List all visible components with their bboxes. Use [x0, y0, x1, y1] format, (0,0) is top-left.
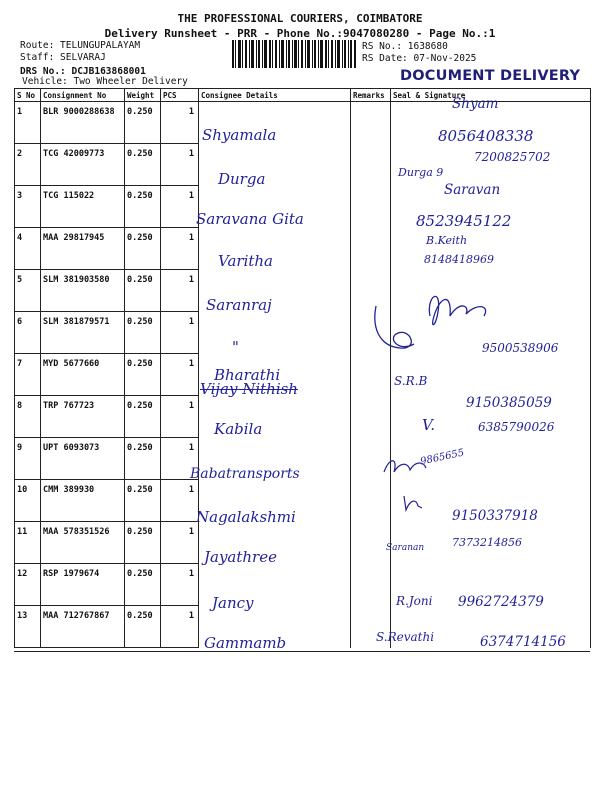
handwritten-name: Bharathi	[214, 366, 281, 384]
weight-cell: 0.250	[125, 186, 161, 228]
weight-cell: 0.250	[125, 564, 161, 606]
consignment-number: TRP 767723	[41, 396, 125, 438]
pcs-cell: 1	[161, 270, 199, 312]
rs-date: RS Date: 07-Nov-2025	[362, 53, 477, 64]
route-label: Route: TELUNGUPALAYAM	[20, 40, 141, 51]
col-weight: Weight	[125, 89, 161, 102]
sno-cell: 1	[15, 102, 41, 144]
consignment-number: TCG 42009773	[41, 144, 125, 186]
consignment-number: SLM 381903580	[41, 270, 125, 312]
handwritten-phone: 9500538906	[482, 341, 559, 355]
handwritten-phone: 6374714156	[480, 634, 566, 650]
pcs-cell: 1	[161, 354, 199, 396]
sno-cell: 8	[15, 396, 41, 438]
remarks-cell	[351, 354, 391, 396]
handwritten-signature: Shyam	[452, 96, 499, 112]
company-title: THE PROFESSIONAL COURIERS, COIMBATORE	[177, 12, 423, 25]
handwritten-name: Nagalakshmi	[196, 508, 296, 526]
col-consignment: Consignment No	[41, 89, 125, 102]
weight-cell: 0.250	[125, 606, 161, 648]
handwritten-name: Varitha	[218, 252, 273, 270]
remarks-cell	[351, 228, 391, 270]
handwritten-phone: 9150337918	[452, 508, 538, 524]
table-header-row	[15, 89, 591, 102]
rs-number: RS No.: 1638680	[362, 41, 448, 52]
handwritten-name: Vijay Nithish	[200, 380, 298, 398]
pcs-cell: 1	[161, 144, 199, 186]
sno-cell: 13	[15, 606, 41, 648]
consignment-number: CMM 389930	[41, 480, 125, 522]
pcs-cell: 1	[161, 438, 199, 480]
sno-cell: 12	[15, 564, 41, 606]
handwritten-signature: V.	[422, 416, 435, 434]
vehicle-label: Vehicle: Two Wheeler Delivery	[22, 76, 188, 87]
handwritten-phone: 9962724379	[458, 594, 544, 610]
handwritten-signature: S.R.B	[394, 374, 428, 388]
consignment-number: MAA 712767867	[41, 606, 125, 648]
pcs-cell: 1	[161, 480, 199, 522]
handwritten-phone: 8148418969	[424, 253, 494, 266]
pcs-cell: 1	[161, 186, 199, 228]
pcs-cell: 1	[161, 606, 199, 648]
weight-cell: 0.250	[125, 396, 161, 438]
weight-cell: 0.250	[125, 270, 161, 312]
remarks-cell	[351, 564, 391, 606]
pcs-cell: 1	[161, 102, 199, 144]
weight-cell: 0.250	[125, 312, 161, 354]
handwritten-name: Durga	[218, 170, 266, 188]
table-row	[15, 438, 591, 480]
consignment-number: MYD 5677660	[41, 354, 125, 396]
remarks-cell	[351, 186, 391, 228]
handwritten-name: Jayathree	[204, 548, 277, 566]
handwritten-signature: Saranan	[386, 543, 425, 553]
handwritten-signature: R.Joni	[396, 594, 433, 608]
staff-label: Staff: SELVARAJ	[20, 52, 106, 63]
consignment-number: MAA 578351526	[41, 522, 125, 564]
sno-cell: 2	[15, 144, 41, 186]
handwritten-phone: 8056408338	[438, 127, 534, 145]
col-pcs: PCS	[161, 89, 199, 102]
handwritten-name: "	[232, 338, 239, 356]
sno-cell: 9	[15, 438, 41, 480]
remarks-cell	[351, 522, 391, 564]
handwritten-signature: B.Keith	[426, 234, 468, 247]
weight-cell: 0.250	[125, 438, 161, 480]
pcs-cell: 1	[161, 522, 199, 564]
remarks-cell	[351, 102, 391, 144]
remarks-cell	[351, 144, 391, 186]
handwritten-phone: 7200825702	[474, 150, 551, 164]
barcode	[232, 40, 356, 68]
weight-cell: 0.250	[125, 144, 161, 186]
consignment-number: TCG 115022	[41, 186, 125, 228]
sno-cell: 4	[15, 228, 41, 270]
table-bottom-rule	[14, 651, 590, 652]
runsheet-subtitle: Delivery Runsheet - PRR - Phone No.:9047080280 - Page No.:1	[104, 27, 496, 40]
weight-cell: 0.250	[125, 480, 161, 522]
drs-number: DRS No.: DCJB163868001	[20, 66, 146, 77]
sno-cell: 10	[15, 480, 41, 522]
pcs-cell: 1	[161, 564, 199, 606]
col-remarks: Remarks	[351, 89, 391, 102]
col-signature: Seal & Signature	[391, 89, 591, 102]
handwritten-name: Babatransports	[190, 466, 300, 482]
runsheet-table	[14, 88, 591, 648]
consignee-cell	[199, 312, 351, 354]
document-delivery-stamp: DOCUMENT DELIVERY	[400, 68, 581, 84]
pcs-cell: 1	[161, 396, 199, 438]
handwritten-name: Saravana Gita	[196, 210, 304, 228]
table-row	[15, 228, 591, 270]
col-sno: S No	[15, 89, 41, 102]
table-row	[15, 354, 591, 396]
pcs-cell: 1	[161, 228, 199, 270]
sno-cell: 11	[15, 522, 41, 564]
handwritten-name: Shyamala	[202, 126, 277, 144]
handwritten-name: Jancy	[212, 594, 254, 612]
sno-cell: 6	[15, 312, 41, 354]
handwritten-phone: 6385790026	[478, 420, 555, 434]
handwritten-signature: S.Revathi	[376, 630, 435, 644]
sno-cell: 3	[15, 186, 41, 228]
handwritten-phone: 8523945122	[416, 212, 512, 230]
handwritten-name: Saranraj	[206, 296, 272, 314]
consignment-number: RSP 1979674	[41, 564, 125, 606]
remarks-cell	[351, 396, 391, 438]
handwritten-name: Gammamb	[204, 634, 287, 652]
col-consignee: Consignee Details	[199, 89, 351, 102]
weight-cell: 0.250	[125, 354, 161, 396]
handwritten-phone: 9865655	[419, 447, 466, 468]
handwritten-signature: Durga 9	[398, 166, 444, 179]
weight-cell: 0.250	[125, 228, 161, 270]
consignment-number: BLR 9000288638	[41, 102, 125, 144]
signature-scribble	[400, 492, 424, 514]
handwritten-signature: Saravan	[444, 182, 501, 198]
handwritten-name: Kabila	[214, 420, 263, 438]
weight-cell: 0.250	[125, 522, 161, 564]
consignment-number: MAA 29817945	[41, 228, 125, 270]
consignment-number: SLM 381879571	[41, 312, 125, 354]
sno-cell: 5	[15, 270, 41, 312]
handwritten-phone: 9150385059	[466, 395, 552, 411]
pcs-cell: 1	[161, 312, 199, 354]
weight-cell: 0.250	[125, 102, 161, 144]
handwritten-phone: 7373214856	[452, 536, 522, 549]
consignment-number: UPT 6093073	[41, 438, 125, 480]
sno-cell: 7	[15, 354, 41, 396]
